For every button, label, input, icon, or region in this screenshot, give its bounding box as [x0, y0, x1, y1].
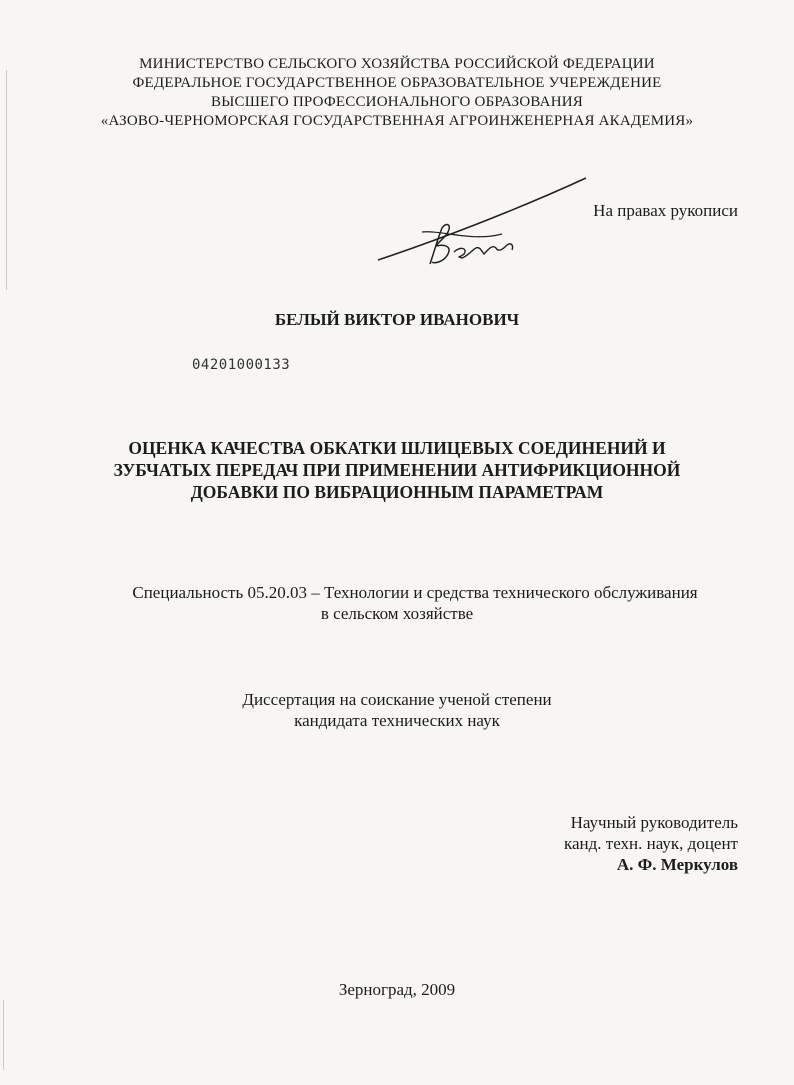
degree-line: кандидата технических наук [294, 711, 500, 730]
institution-line: «АЗОВО-ЧЕРНОМОРСКАЯ ГОСУДАРСТВЕННАЯ АГРОИНЖЕНЕРНАЯ АКАДЕМИЯ» [100, 113, 694, 129]
title-line: ОЦЕНКА КАЧЕСТВА ОБКАТКИ ШЛИЦЕВЫХ СОЕДИНЕНИЙ И [128, 438, 666, 458]
degree-line: Диссертация на соискание ученой степени [242, 690, 552, 709]
specialty-line: в сельском хозяйстве [320, 604, 474, 623]
title-line: ЗУБЧАТЫХ ПЕРЕДАЧ ПРИ ПРИМЕНЕНИИ АНТИФРИКЦИОННОЙ [113, 460, 681, 480]
institution-line: МИНИСТЕРСТВО СЕЛЬСКОГО ХОЗЯЙСТВА РОССИЙСКОЙ ФЕДЕРАЦИИ [139, 56, 655, 72]
scan-edge-mark [3, 1000, 4, 1070]
dissertation-title [0, 437, 794, 503]
supervisor-name: А. Ф. Меркулов [616, 855, 738, 874]
specialty-line: Специальность 05.20.03 – Технологии и средства технического обслуживания [132, 583, 698, 602]
degree-statement [0, 689, 794, 731]
supervisor-role: Научный руководитель [570, 813, 738, 832]
registration-number: 04201000133 [192, 357, 291, 373]
title-line: ДОБАВКИ ПО ВИБРАЦИОННЫМ ПАРАМЕТРАМ [190, 482, 604, 502]
signature [372, 172, 597, 277]
manuscript-note: На правах рукописи [593, 201, 738, 220]
supervisor-block [564, 812, 738, 875]
institution-line: ФЕДЕРАЛЬНОЕ ГОСУДАРСТВЕННОЕ ОБРАЗОВАТЕЛЬНОЕ УЧЕРЕЖДЕНИЕ [132, 75, 662, 91]
specialty [0, 582, 794, 624]
institution-line: ВЫСШЕГО ПРОФЕССИОНАЛЬНОГО ОБРАЗОВАНИЯ [211, 94, 583, 110]
institution-header [0, 55, 794, 131]
city-year: Зерноград, 2009 [338, 980, 456, 999]
author-name: БЕЛЫЙ ВИКТОР ИВАНОВИЧ [274, 310, 520, 329]
supervisor-degree: канд. техн. наук, доцент [563, 834, 738, 853]
